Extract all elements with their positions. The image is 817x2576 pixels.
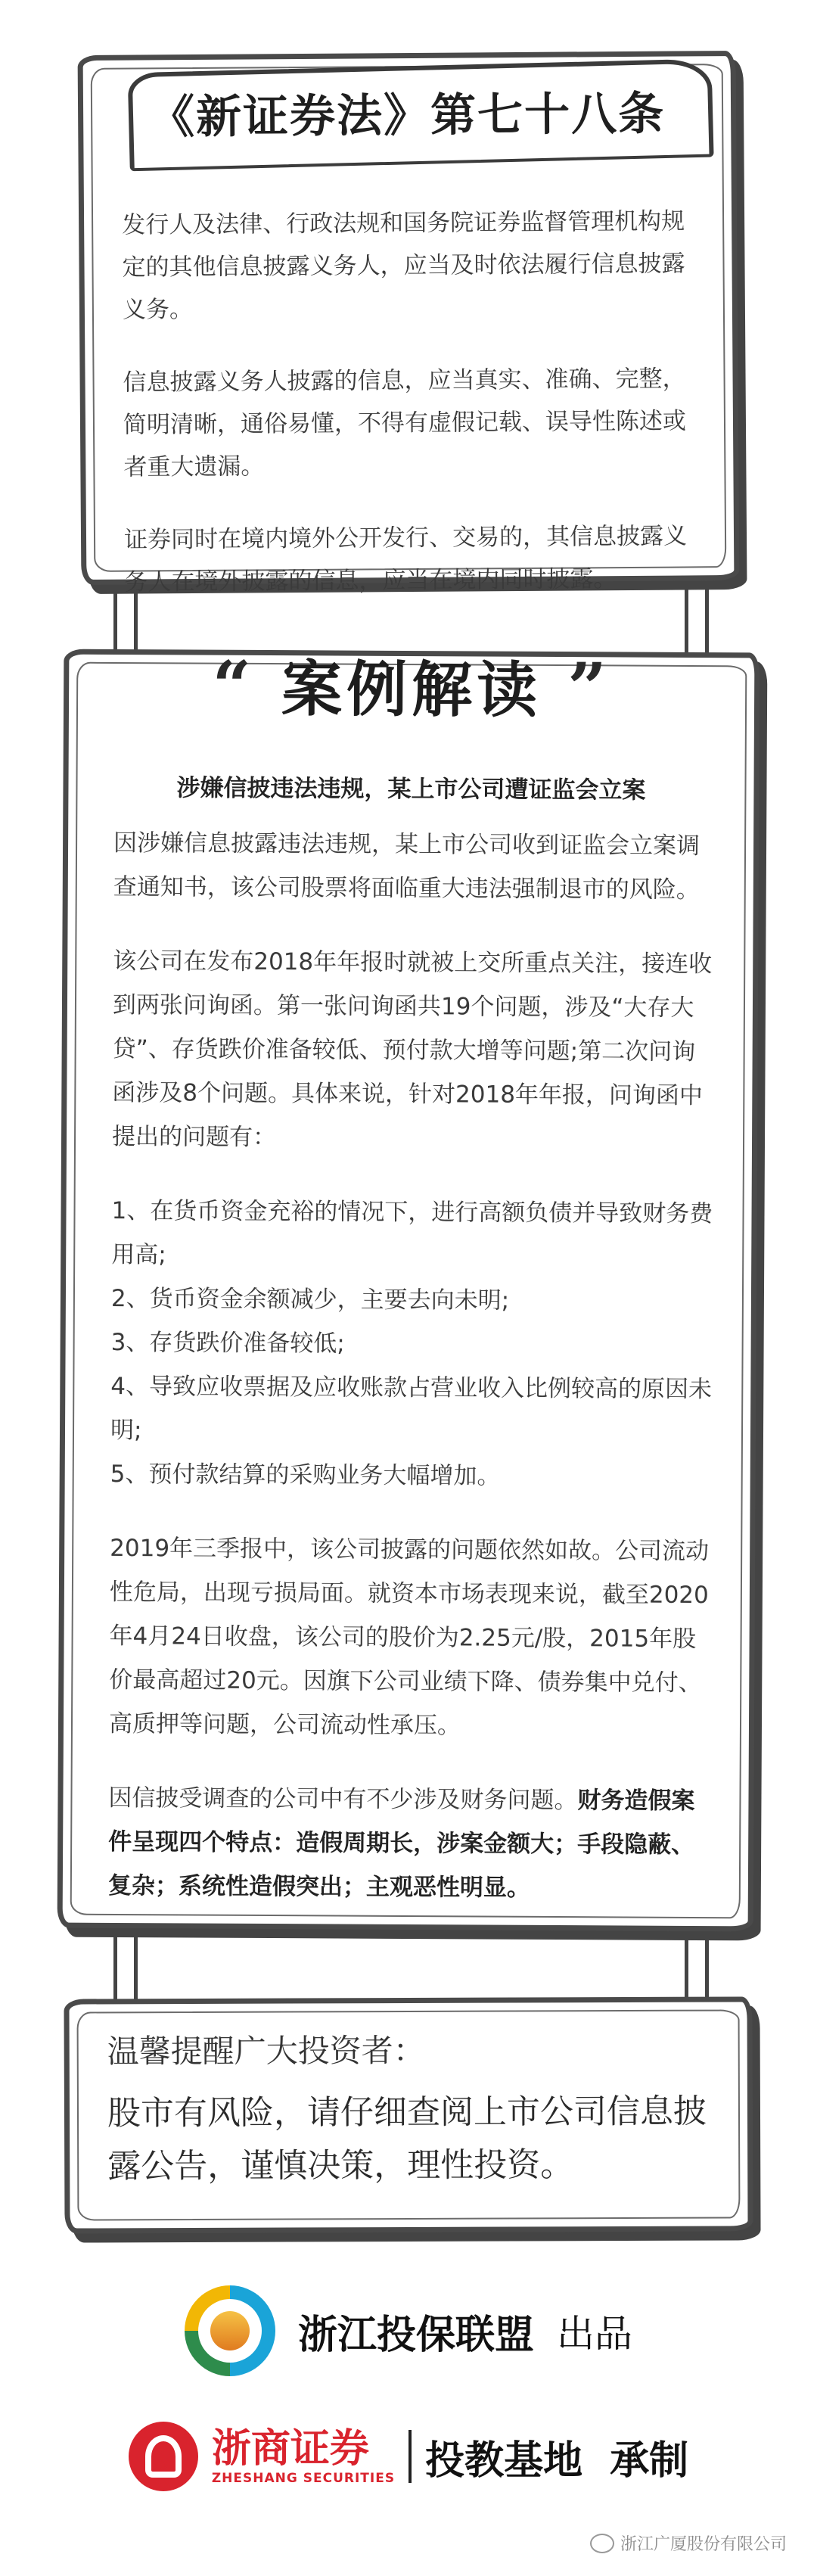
- case-paragraph-4-bold: 财务造假案件呈现四个特点：造假周期长，涉案金额大；手段隐蔽、复杂；系统性造假突出；主观恶性明显。: [107, 1787, 695, 1902]
- reminder-card: [64, 1996, 753, 2233]
- article-body: [122, 200, 697, 633]
- law-article-card: [78, 51, 740, 596]
- article-paragraph-1: 发行人及法律、行政法规和国务院证券监督管理机构规定的其他信息披露义务人，应当及时依法履行信息披露义务。: [122, 207, 685, 324]
- alliance-name: 浙江投保联盟: [297, 2312, 534, 2358]
- zheshang-credit: [0, 2422, 817, 2491]
- case-body: [108, 821, 716, 1941]
- edu-base: 投教基地: [425, 2438, 583, 2484]
- reminder-text: 股市有风险，请仔细查阅上市公司信息披露公告，谨慎决策，理性投资。: [107, 2092, 707, 2186]
- list-item: 5、预付款结算的采购业务大幅增加。: [110, 1460, 501, 1490]
- issue-list: [110, 1189, 714, 1499]
- open-quote-icon: “: [212, 646, 256, 726]
- article-paragraph-3: 证券同时在境内境外公开发行、交易的，其信息披露义务人在境外披露的信息，应当在境内同时披露。: [123, 522, 688, 596]
- undertake-label: 承制: [610, 2438, 689, 2484]
- watermark: [590, 2531, 787, 2555]
- zheshang-name: [212, 2427, 395, 2486]
- zheshang-cn: 浙商证券: [211, 2426, 369, 2472]
- case-paragraph-4-normal: 因信披受调查的公司中有不少涉及财务问题。: [108, 1784, 578, 1815]
- case-paragraph-2: 该公司在发布2018年年报时就被上交所重点关注，接连收到两张问询函。第一张问询函共19个问题，涉及“大存大贷”、存货跌价准备较低、预付款大增等问题;第二次问询函涉及8个问题。具体来说，针对2018年年报，问询函中提出的问题有：: [111, 947, 713, 1152]
- case-paragraph-3: 2019年三季报中，该公司披露的问题依然如故。公司流动性危局，出现亏损局面。就资本市场表现来说，截至2020年4月24日收盘，该公司的股价为2.25元/股，2015年股价最高超过20元。因旗下公司业绩下降、债券集中兑付、高质押等问题，公司流动性承压。: [108, 1534, 710, 1740]
- list-item: 1、在货币资金充裕的情况下，进行高额负债并导致财务费用高;: [111, 1196, 713, 1269]
- case-headline: 涉嫌信披违法违规，某上市公司遭证监会立案: [176, 774, 646, 804]
- close-quote-icon: ”: [567, 648, 612, 729]
- case-paragraph-1: 因涉嫌信息披露违法违规，某上市公司收到证监会立案调查通知书，该公司股票将面临重大违法强制退市的风险。: [113, 829, 701, 904]
- wechat-icon: [590, 2534, 614, 2553]
- alliance-logo-icon: [185, 2285, 275, 2376]
- divider: [408, 2430, 412, 2483]
- alliance-credit: [0, 2285, 817, 2376]
- list-item: 4、导致应收票据及应收账款占营业收入比例较高的原因未明;: [110, 1372, 713, 1445]
- zheshang-en: ZHESHANG SECURITIES: [211, 2471, 396, 2486]
- case-paragraph-4: [108, 1776, 711, 1911]
- list-item: 2、货币资金余额减少，主要去向未明;: [110, 1284, 510, 1314]
- case-study-card: [57, 646, 760, 1932]
- case-section-title: [69, 639, 755, 730]
- reminder-title: 温馨提醒广大投资者：: [107, 2031, 425, 2070]
- case-title-text: 案例解读: [281, 653, 542, 726]
- article-paragraph-2: 信息披露义务人披露的信息，应当真实、准确、完整，简明清晰，通俗易懂，不得有虚假记载、误导性陈述或者重大遗漏。: [123, 365, 687, 481]
- zheshang-logo-icon: [129, 2422, 198, 2491]
- list-item: 3、存货跌价准备较低;: [110, 1328, 345, 1358]
- page-title: 《新证券法》第七十八条: [148, 87, 666, 145]
- watermark-text: 浙江广厦股份有限公司: [620, 2535, 787, 2554]
- alliance-suffix: 出品: [557, 2312, 632, 2356]
